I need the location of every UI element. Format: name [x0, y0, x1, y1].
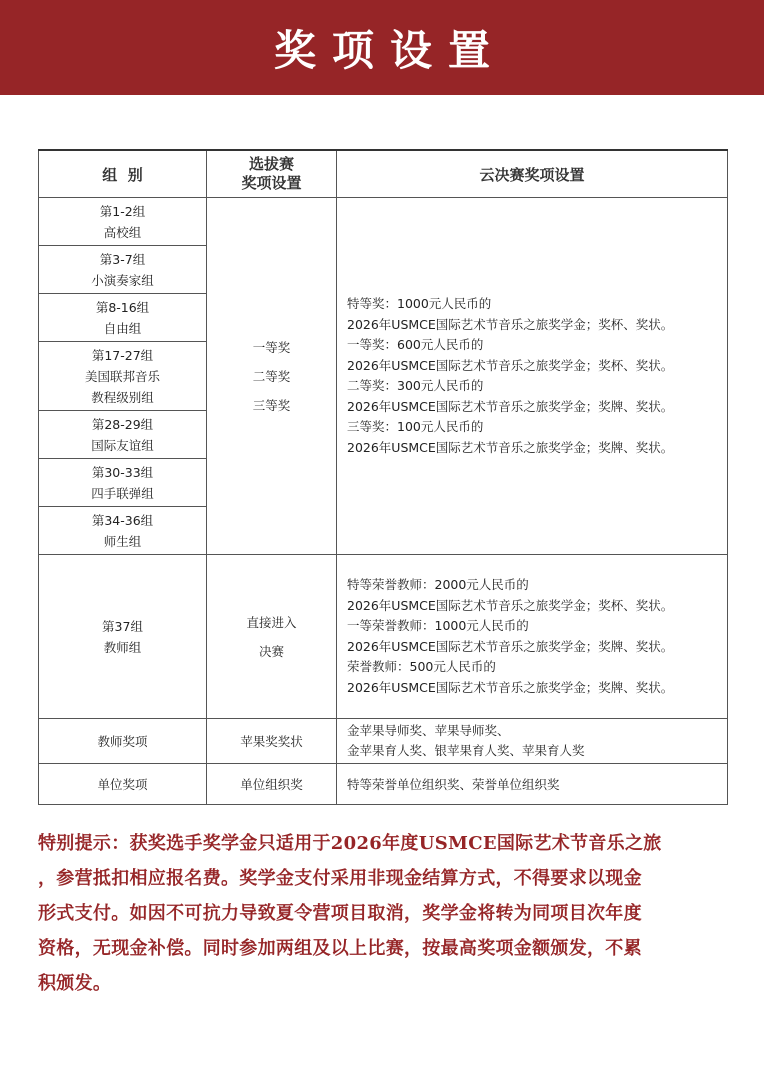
group-cell: 第34-36组 师生组 — [39, 507, 207, 555]
group-cell: 第8-16组 自由组 — [39, 294, 207, 342]
header-final: 云决赛奖项设置 — [337, 150, 728, 198]
special-note — [38, 826, 728, 1001]
note-line: 形式支付。如因不可抗力导致夏令营项目取消，奖学金将转为同项目次年度 — [38, 903, 642, 924]
final-prizes-cell: 特等奖：1000元人民币的 2026年USMCE国际艺术节音乐之旅奖学金；奖杯、奖状。 一等奖：600元人民币的 2026年USMCE国际艺术节音乐之旅奖学金；奖杯、奖状。 二等奖：300元人民币的 2026年USMCE国际艺术节音乐之旅奖学金；奖牌、奖状。 三等奖：100元人民币的 2026年USMCE国际艺术节音乐之旅奖学金；奖牌、奖状。 — [337, 198, 728, 555]
selection-prizes-cell: 苹果奖奖状 — [207, 719, 337, 764]
selection-prizes-cell: 单位组织奖 — [207, 764, 337, 805]
group-cell: 第1-2组 高校组 — [39, 198, 207, 246]
table-row-teacher-group — [39, 555, 728, 719]
table-row-unit-award — [39, 764, 728, 805]
table-row — [39, 198, 728, 246]
table-header-row — [39, 150, 728, 198]
awards-table — [38, 149, 728, 805]
group-cell: 第37组 教师组 — [39, 555, 207, 719]
table-row-teacher-award — [39, 719, 728, 764]
group-cell: 第17-27组 美国联邦音乐 教程级别组 — [39, 342, 207, 411]
final-prizes-cell: 特等荣誉单位组织奖、荣誉单位组织奖 — [337, 764, 728, 805]
page-title: 奖项设置 — [273, 25, 506, 75]
header-group: 组 别 — [39, 150, 207, 198]
note-line: 资格，无现金补偿。同时参加两组及以上比赛，按最高奖项金额颁发，不累 — [38, 938, 642, 959]
group-cell: 第28-29组 国际友谊组 — [39, 411, 207, 459]
selection-prizes-cell: 一等奖 二等奖 三等奖 — [207, 198, 337, 555]
group-cell: 教师奖项 — [39, 719, 207, 764]
header-banner — [0, 0, 764, 95]
note-line: 积颁发。 — [38, 973, 112, 994]
header-selection: 选拔赛 奖项设置 — [207, 150, 337, 198]
group-cell: 第3-7组 小演奏家组 — [39, 246, 207, 294]
final-prizes-cell: 金苹果导师奖、苹果导师奖、 金苹果育人奖、银苹果育人奖、苹果育人奖 — [337, 719, 728, 764]
final-prizes-cell: 特等荣誉教师：2000元人民币的 2026年USMCE国际艺术节音乐之旅奖学金；奖杯、奖状。 一等荣誉教师：1000元人民币的 2026年USMCE国际艺术节音乐之旅奖学金；奖牌、奖状。 荣誉教师：500元人民币的 2026年USMCE国际艺术节音乐之旅奖学金；奖牌、奖状。 — [337, 555, 728, 719]
selection-prizes-cell: 直接进入 决赛 — [207, 555, 337, 719]
group-cell: 第30-33组 四手联弹组 — [39, 459, 207, 507]
note-line: 特别提示：获奖选手奖学金只适用于2026年度USMCE国际艺术节音乐之旅 — [38, 833, 662, 854]
note-line: ，参营抵扣相应报名费。奖学金支付采用非现金结算方式，不得要求以现金 — [38, 868, 642, 889]
group-cell: 单位奖项 — [39, 764, 207, 805]
